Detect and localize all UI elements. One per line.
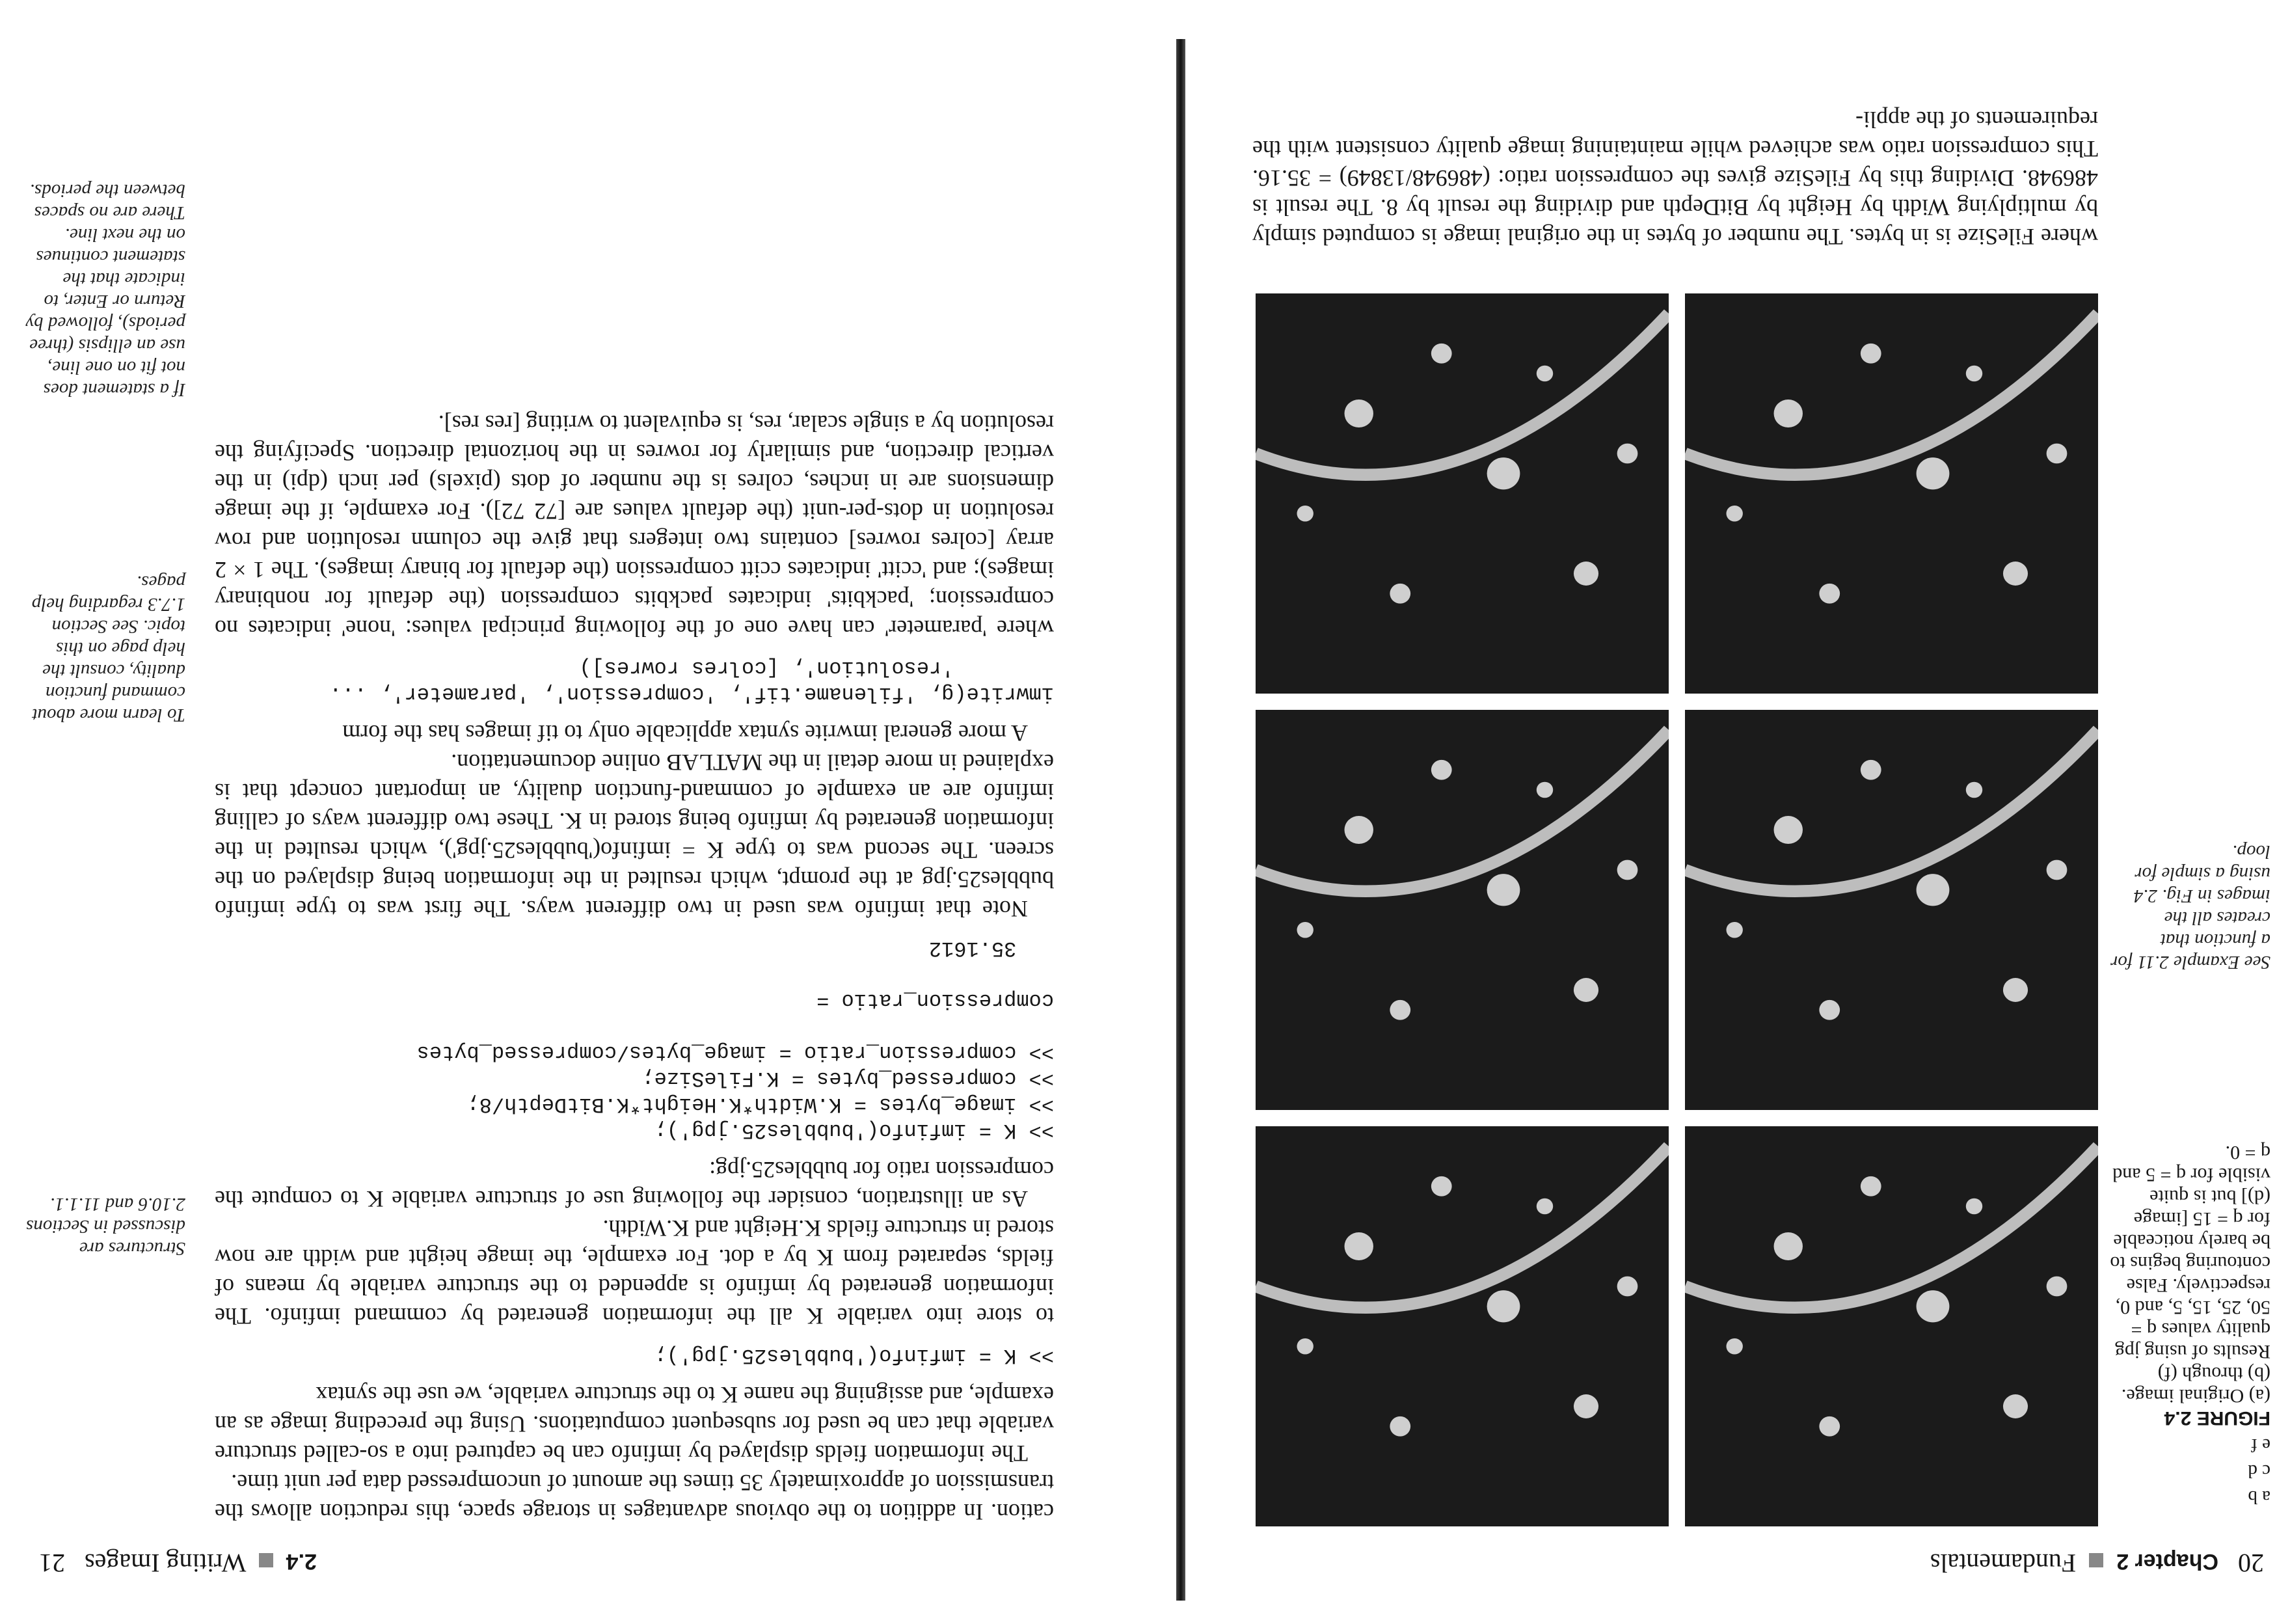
figure-image-a (1685, 1126, 2098, 1526)
page-21 (0, 0, 1093, 1624)
paragraph-text: where FileSize is in bytes. The number of bytes in the original image is computed simply by multiplying Width by Height by BitDepth and dividing the result by 8. The result is 486948. Dividing this by FileSize gives the compression ratio: (486948/13849) = 35.16. This compression ratio was achieved while maintaining image quality consistent with the requirements of the appli- (1252, 107, 2098, 250)
section-number: 2.4 (286, 1549, 317, 1574)
section-title: Writing Images (85, 1549, 247, 1578)
figure-label: FIGURE 2.4 (2164, 1407, 2270, 1429)
page-20 (1135, 0, 2290, 1624)
paragraph: Note that imfinfo was used in two different ways. The first was to type imfinfo bubbles25.jpg at the prompt, which resulted in the information being displayed on the screen. The second was to type K = imfinfo('bubbles25.jpg'), which resulted in the information generated by imfinfo being stored in K. These two different ways of calling imfinfo are an example of command-function duality, an important concept that is explained in more detail in the MATLAB online documentation. (215, 750, 1054, 922)
paragraph: As an illustration, consider the following use of structure variable K to compute the compression ratio for bubbles25.jpg: (215, 1157, 1054, 1212)
chapter-title: Fundamentals (1930, 1549, 2077, 1578)
margin-note-duality: To learn more about command function duality, consult the help page on this topic. See Section 1.7.3 regarding help pages. (31, 572, 185, 725)
main-text-column (215, 409, 1054, 1526)
margin-note-example: See Example 2.11 for a function that creates all the images in Fig. 2.4 using a simple for loop. (2110, 841, 2270, 973)
page-number: 20 (2238, 1549, 2264, 1578)
figure-image-grid (1256, 700, 2098, 1526)
separator-square-icon (259, 1553, 273, 1567)
caption-text: (a) Original image. (b) through (f) Results of using jpg quality values q = 50, 25, 15, 5, and 0, respectively. False contouring begins to be barely noticeable for q = 15 [image (d)] but is quite visible for q = 5 and q = 0. (2110, 1142, 2270, 1407)
page-header (1930, 1548, 2264, 1578)
subfigure-label-grid (2248, 1432, 2270, 1510)
subfigure-row: e f (2251, 1435, 2270, 1455)
figure-image-c (1685, 710, 2098, 1110)
figure-image-f (1256, 293, 1669, 694)
paragraph: to store into variable K all the information generated by command imfinfo. The information generated by imfinfo is appended to the structure variable by means of fields, separated from K by a dot. For example, the image height and width are now stored in structure fields K.Height and K.Width. (215, 1215, 1054, 1329)
margin-note-ellipsis: If a statement does not fit on one line, use an ellipsis (three periods), followed by Return or Enter, to indicate that the statement continues on the next line. There are no spaces between the periods. (25, 180, 185, 400)
paragraph: cation. In addition to the obvious advantages in storage space, this reduction allows the transmission of approximately 35 times the amount of uncompressed data per unit time. (215, 1470, 1054, 1525)
paragraph: where 'parameter' can have one of the following principal values: 'none' indicates no compression; 'packbits' indicates packbits compression (the default for nonbinary images); and 'ccitt' indicates ccitt compression (the default for binary images). The 1 × 2 array [colres rowres] contains two integers that give the column resolution and row resolution in dots-per-unit (the default values are [72 72]). For example, if the image dimensions are in inches, colres is the number of dots (pixels) per inch (dpi) in the vertical direction, and similarly for rowres in the horizontal direction. Specifying the resolution by a single scalar, res, is equivalent to writing [res res]. (215, 411, 1054, 642)
figure-image-d (1256, 710, 1669, 1110)
page-number: 21 (39, 1549, 65, 1578)
subfigure-row: c d (2248, 1461, 2270, 1482)
code-block: imwrite(g, 'filename.tif', 'compression', 'parameter', ... 'resolution', [colres rowres]) (329, 656, 1054, 706)
code-block: >> K = imfinfo('bubbles25.jpg'); >> image_bytes = K.Width*K.Height*K.BitDepth/8; >> compressed_bytes = K.FileSize; >> compression_ratio = image_bytes/compressed_bytes compression_ratio = 35.1612 (416, 936, 1054, 1143)
paragraph: A more general imwrite syntax applicable only to tif images has the form (342, 720, 1028, 746)
margin-note-structures: Structures are discussed in Sections 2.10.6 and 11.1.1. (26, 1194, 185, 1259)
subfigure-row: a b (2248, 1487, 2270, 1508)
figure-caption (2108, 1141, 2270, 1429)
page-header (39, 1548, 317, 1578)
book-gutter (1176, 39, 1185, 1601)
chapter-label: Chapter 2 (2116, 1549, 2218, 1574)
filesize-paragraph (1252, 105, 2098, 251)
paragraph: The information fields displayed by imfinfo can be captured into a so-called structure variable that can be used for subsequent computations. Using the preceding image as an example, and assigning the name K to the structure variable, we use the syntax (215, 1382, 1054, 1467)
figure-image-b (1256, 1126, 1669, 1526)
code-block: >> K = imfinfo('bubbles25.jpg'); (654, 1344, 1054, 1368)
figure-image-e (1685, 293, 2098, 694)
separator-square-icon (2089, 1553, 2103, 1567)
